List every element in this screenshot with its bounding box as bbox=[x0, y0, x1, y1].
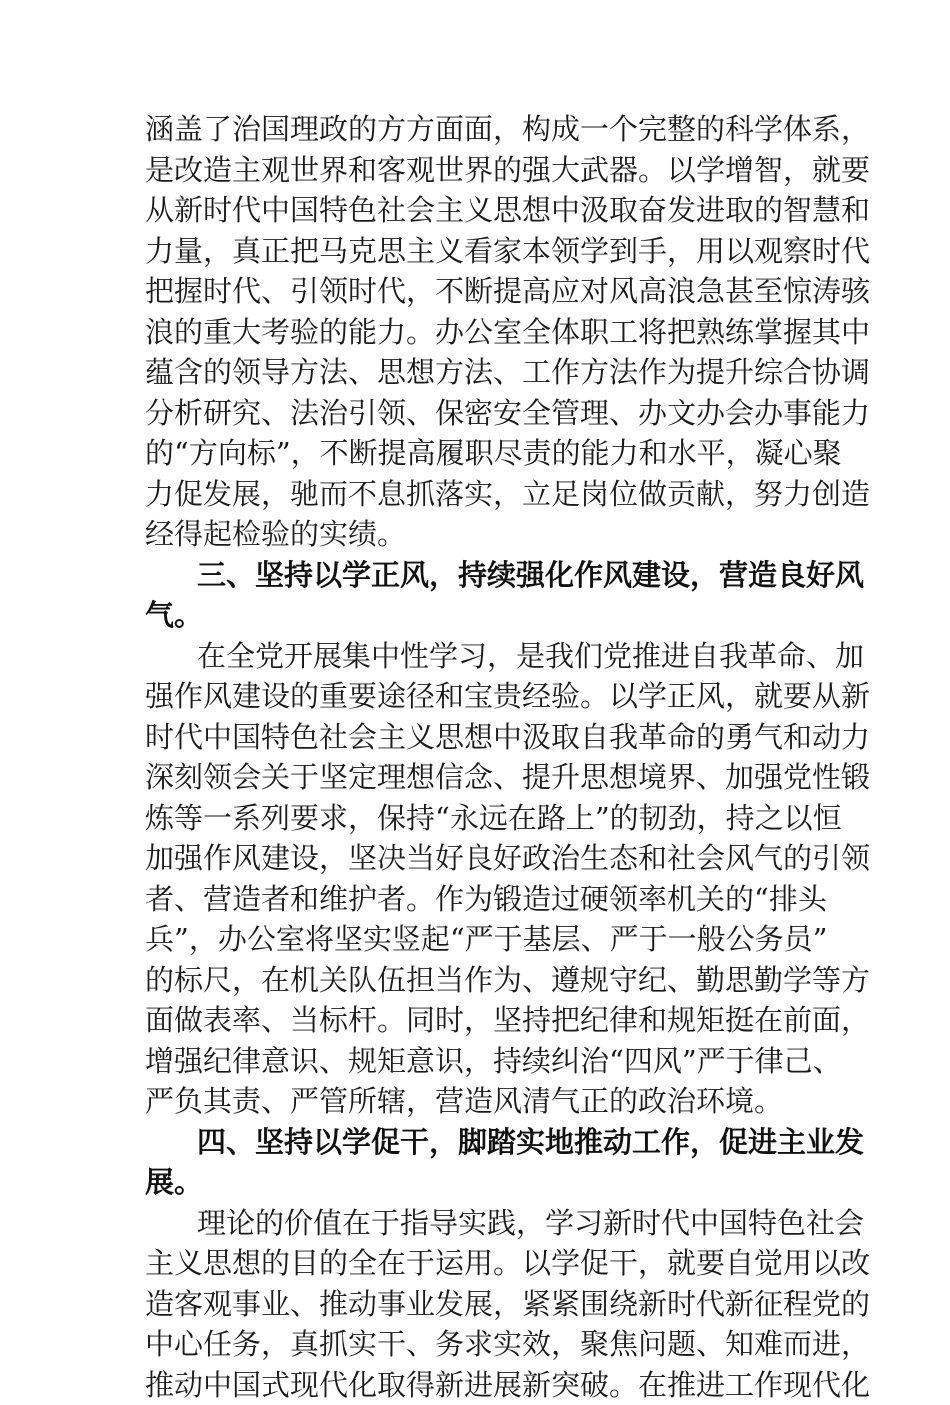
paragraph-section-3 bbox=[145, 636, 807, 1122]
section-heading-3 bbox=[145, 555, 807, 636]
text-line: 理论的价值在于指导实践，学习新时代中国特色社会 bbox=[145, 1203, 807, 1244]
text-line: 炼等一系列要求，保持“永远在路上”的韧劲，持之以恒 bbox=[145, 798, 807, 839]
text-line: 深刻领会关于坚定理想信念、提升思想境界、加强党性锻 bbox=[145, 757, 807, 798]
text-line: 的标尺，在机关队伍担当作为、遵规守纪、勤思勤学等方 bbox=[145, 960, 807, 1001]
text-line: 力量，真正把马克思主义看家本领学到手，用以观察时代 bbox=[145, 231, 807, 272]
heading-line: 气。 bbox=[145, 595, 807, 636]
text-line: 中心任务，真抓实干、务求实效，聚焦问题、知难而进， bbox=[145, 1324, 807, 1365]
paragraph-section-4 bbox=[145, 1203, 807, 1405]
text-line: 分析研究、法治引领、保密安全管理、办文办会办事能力 bbox=[145, 393, 807, 434]
text-line: 时代中国特色社会主义思想中汲取自我革命的勇气和动力 bbox=[145, 717, 807, 758]
text-line: 强作风建设的重要途径和宝贵经验。以学正风，就要从新 bbox=[145, 676, 807, 717]
text-line: 力促发展，驰而不息抓落实，立足岗位做贡献，努力创造 bbox=[145, 474, 807, 515]
text-line: 经得起检验的实绩。 bbox=[145, 514, 807, 555]
text-line: 的“方向标”，不断提高履职尽责的能力和水平，凝心聚 bbox=[145, 433, 807, 474]
heading-line: 四、坚持以学促干，脚踏实地推动工作，促进主业发 bbox=[145, 1122, 807, 1163]
text-line: 造客观事业、推动事业发展，紧紧围绕新时代新征程党的 bbox=[145, 1284, 807, 1325]
text-line: 涵盖了治国理政的方方面面，构成一个完整的科学体系， bbox=[145, 109, 807, 150]
text-line: 面做表率、当标杆。同时，坚持把纪律和规矩挺在前面， bbox=[145, 1000, 807, 1041]
text-line: 蕴含的领导方法、思想方法、工作方法作为提升综合协调 bbox=[145, 352, 807, 393]
text-line: 推动中国式现代化取得新进展新突破。在推进工作现代化 bbox=[145, 1365, 807, 1405]
text-line: 在全党开展集中性学习，是我们党推进自我革命、加 bbox=[145, 636, 807, 677]
text-line: 从新时代中国特色社会主义思想中汲取奋发进取的智慧和 bbox=[145, 190, 807, 231]
text-line: 者、营造者和维护者。作为锻造过硬领率机关的“排头 bbox=[145, 879, 807, 920]
text-line: 浪的重大考验的能力。办公室全体职工将把熟练掌握其中 bbox=[145, 312, 807, 353]
text-line: 把握时代、引领时代，不断提高应对风高浪急甚至惊涛骇 bbox=[145, 271, 807, 312]
text-line: 兵”，办公室将坚实竖起“严于基层、严于一般公务员” bbox=[145, 919, 807, 960]
text-line: 增强纪律意识、规矩意识，持续纠治“四风”严于律己、 bbox=[145, 1041, 807, 1082]
text-line: 严负其责、严管所辖，营造风清气正的政治环境。 bbox=[145, 1081, 807, 1122]
text-line: 主义思想的目的全在于运用。以学促干，就要自觉用以改 bbox=[145, 1243, 807, 1284]
text-line: 加强作风建设，坚决当好良好政治生态和社会风气的引领 bbox=[145, 838, 807, 879]
paragraph-continuation bbox=[145, 109, 807, 555]
heading-line: 展。 bbox=[145, 1162, 807, 1203]
document-body bbox=[145, 109, 807, 1405]
section-heading-4 bbox=[145, 1122, 807, 1203]
text-line: 是改造主观世界和客观世界的强大武器。以学增智，就要 bbox=[145, 150, 807, 191]
heading-line: 三、坚持以学正风，持续强化作风建设，营造良好风 bbox=[145, 555, 807, 596]
